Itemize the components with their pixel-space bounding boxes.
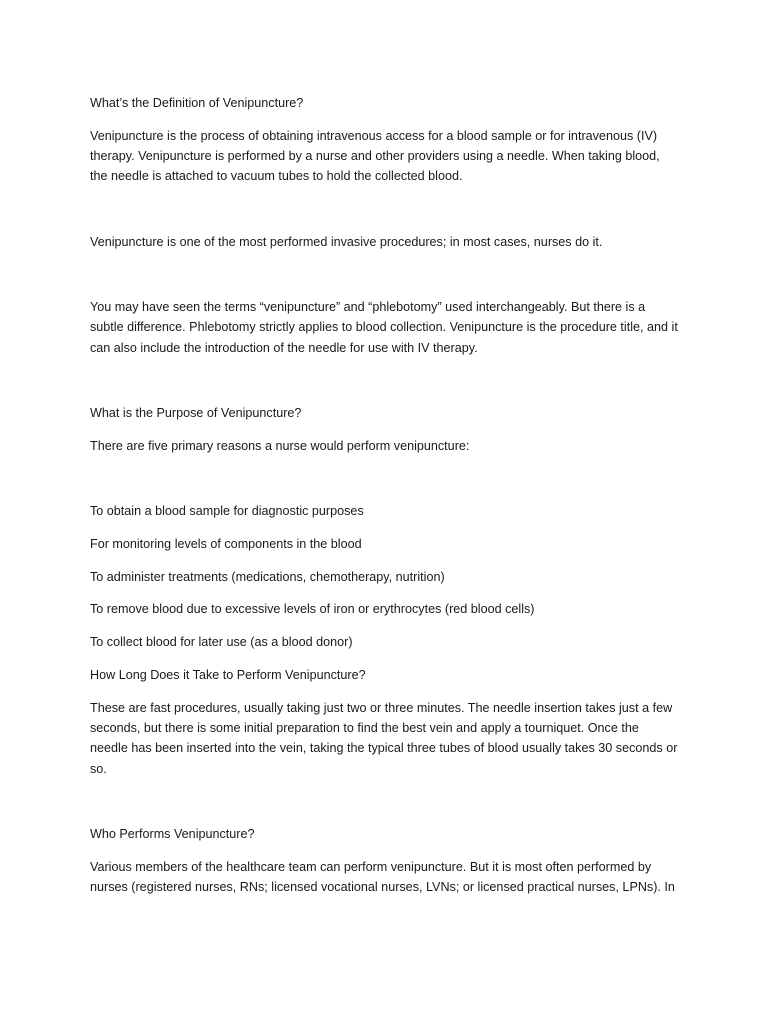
paragraph-how-long: These are fast procedures, usually taking just two or three minutes. The needle insertion takes just a few seconds, but there is some initial preparation to find the best vein and apply a tourniquet. Once the needle has been inserted into the vein, taking the typical three tubes of blood usually takes 30 seconds or so.	[90, 700, 678, 776]
paragraph-who: Various members of the healthcare team can perform venipuncture. But it is most often performed by nurses (registered nurses, RNs; licensed vocational nurses, LVNs; or licensed practical nurses, LPNs). In	[90, 859, 675, 895]
reason-item: To administer treatments (medications, chemotherapy, nutrition)	[90, 569, 445, 584]
reason-item: To remove blood due to excessive levels of iron or erythrocytes (red blood cells)	[90, 602, 535, 617]
heading-definition: What’s the Definition of Venipuncture?	[90, 96, 304, 110]
reason-item: For monitoring levels of components in the blood	[90, 536, 362, 551]
document-body	[90, 93, 680, 897]
heading-purpose: What is the Purpose of Venipuncture?	[90, 405, 302, 420]
paragraph-five-reasons: There are five primary reasons a nurse would perform venipuncture:	[90, 438, 470, 453]
heading-who: Who Performs Venipuncture?	[90, 826, 255, 841]
paragraph-terms: You may have seen the terms “venipuncture” and “phlebotomy” used interchangeably. But there is a subtle difference. Phlebotomy strictly applies to blood collection. Venipuncture is the procedure title, and it can also include the introduction of the needle for use with IV therapy.	[90, 299, 678, 355]
paragraph-definition: Venipuncture is the process of obtaining intravenous access for a blood sample or for intravenous (IV) therapy. Venipuncture is performed by a nurse and other providers using a needle. When taking blood, the needle is attached to vacuum tubes to hold the collected blood.	[90, 128, 660, 184]
heading-how-long: How Long Does it Take to Perform Venipuncture?	[90, 667, 366, 682]
paragraph-most-performed: Venipuncture is one of the most performed invasive procedures; in most cases, nurses do it.	[90, 234, 603, 249]
reason-item: To collect blood for later use (as a blood donor)	[90, 635, 353, 650]
reason-item: To obtain a blood sample for diagnostic purposes	[90, 503, 364, 518]
